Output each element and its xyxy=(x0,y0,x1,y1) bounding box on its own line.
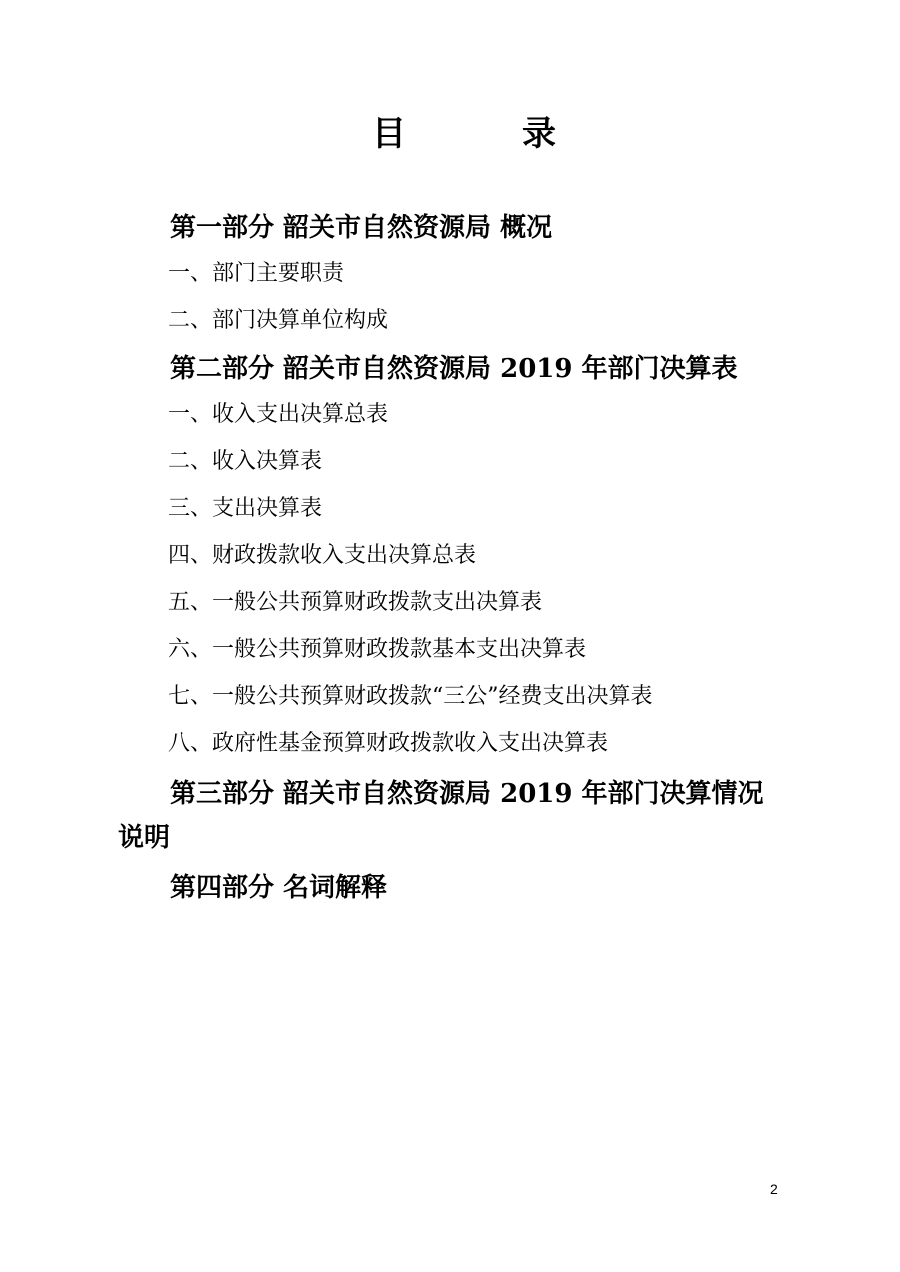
toc-item: 四、财政拨款收入支出决算总表 xyxy=(168,543,477,568)
toc-item: 一、收入支出决算总表 xyxy=(168,402,389,427)
toc-item: 二、部门决算单位构成 xyxy=(168,308,389,333)
part1-heading: 第一部分 韶关市自然资源局 概况 xyxy=(170,213,553,243)
part3-heading-line2: 说明 xyxy=(118,823,171,853)
toc-item: 三、支出决算表 xyxy=(168,496,323,521)
part3-heading-line1: 第三部分 韶关市自然资源局 2019 年部门决算情况 xyxy=(170,779,764,809)
page-title-part1: 目 xyxy=(372,114,406,154)
toc-item: 七、一般公共预算财政拨款“三公”经费支出决算表 xyxy=(168,684,653,709)
part2-heading: 第二部分 韶关市自然资源局 2019 年部门决算表 xyxy=(170,354,738,384)
toc-item: 五、一般公共预算财政拨款支出决算表 xyxy=(168,590,543,615)
page-number: 2 xyxy=(770,1181,778,1197)
toc-item: 六、一般公共预算财政拨款基本支出决算表 xyxy=(168,637,587,662)
toc-item: 一、部门主要职责 xyxy=(168,261,345,286)
toc-item: 二、收入决算表 xyxy=(168,449,323,474)
part3-heading xyxy=(118,774,790,858)
toc-item: 八、政府性基金预算财政拨款收入支出决算表 xyxy=(168,731,609,756)
part4-heading: 第四部分 名词解释 xyxy=(170,873,388,903)
page-title-part2: 录 xyxy=(522,114,556,154)
